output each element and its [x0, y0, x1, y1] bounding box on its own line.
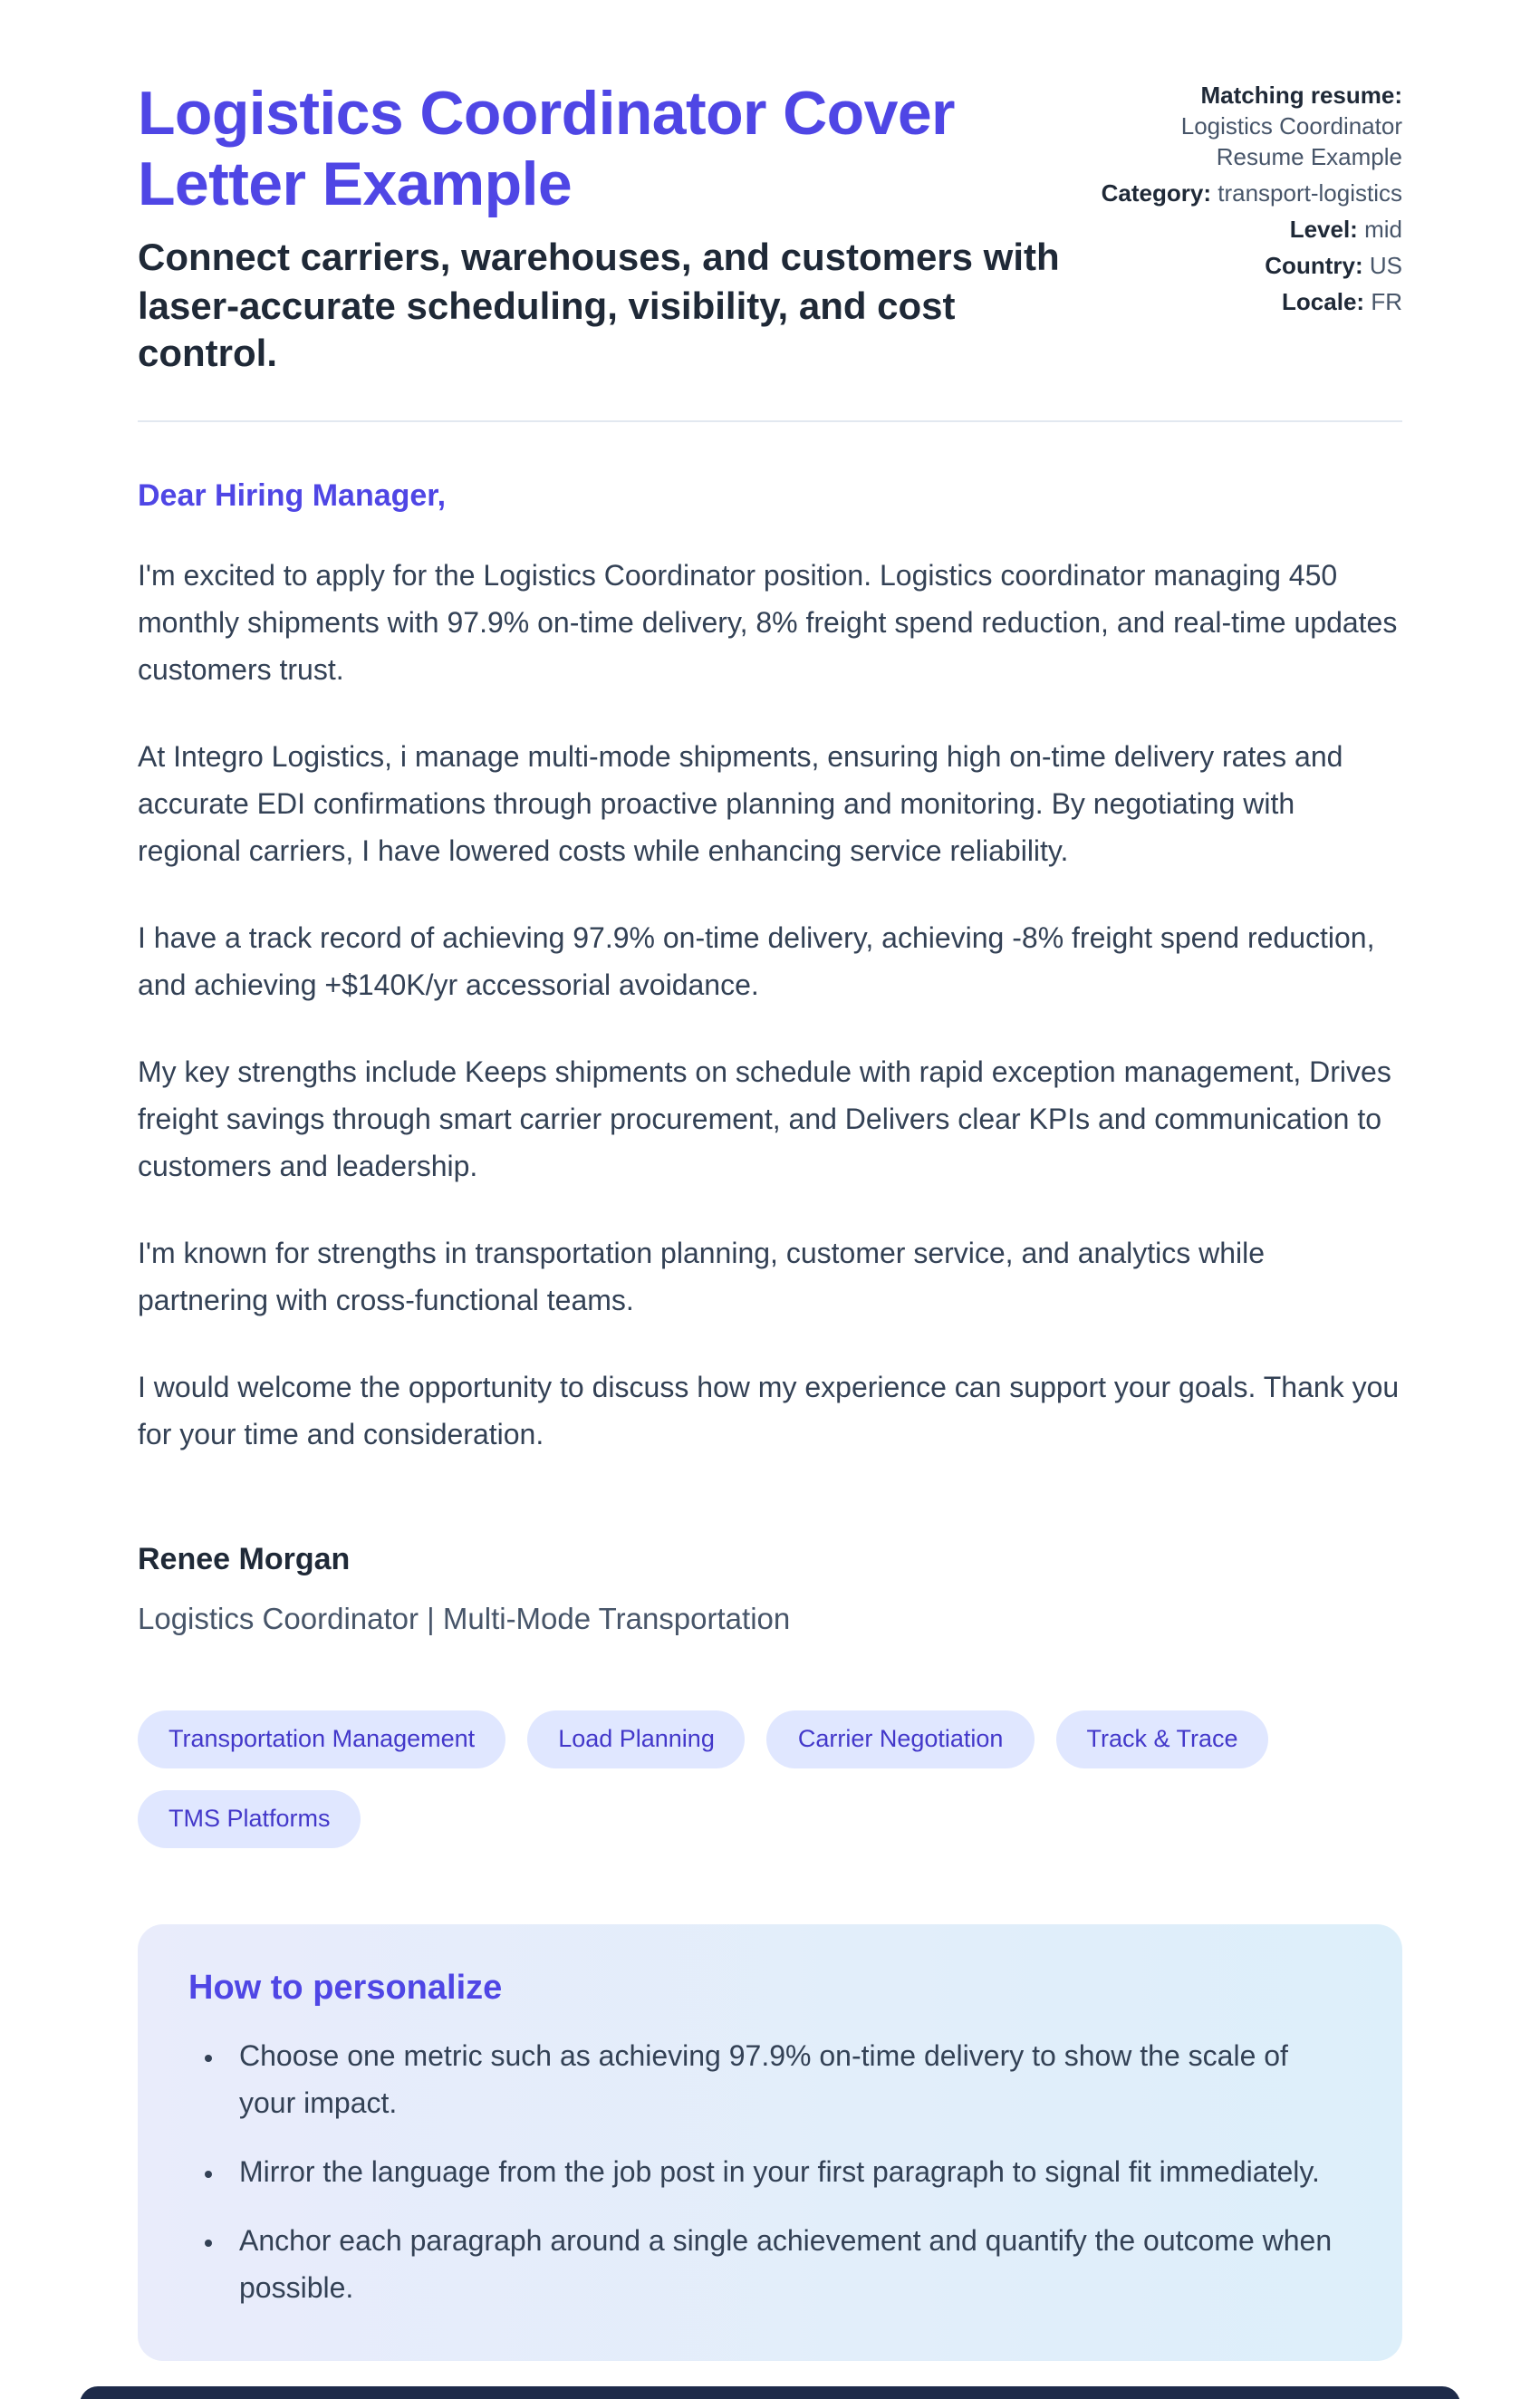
letter-paragraph-4: My key strengths include Keeps shipments on schedule with rapid exception management, Drives freight savings through smart carrier procurement, and Delivers clear KPIs and communication to customers and leadership. — [138, 1057, 1391, 1182]
letter-paragraph-6: I would welcome the opportunity to discuss how my experience can support your goals. Thank you for your time and consideration. — [138, 1373, 1400, 1450]
skill-tag[interactable]: Transportation Management — [138, 1710, 505, 1768]
page-title: Logistics Coordinator Cover Letter Example — [138, 80, 955, 219]
skill-tag[interactable]: Carrier Negotiation — [767, 1710, 1035, 1768]
skill-tag[interactable]: Load Planning — [527, 1710, 746, 1768]
meta-country — [1091, 250, 1402, 281]
meta-matching-resume — [1091, 80, 1402, 172]
tip-item: • Mirror the language from the job post in your first paragraph to signal fit immediately. — [232, 2150, 1352, 2197]
meta-category-label: Category: — [1101, 179, 1211, 207]
personalize-tips-card — [138, 1923, 1402, 2360]
cover-letter-body — [138, 476, 1402, 1637]
meta-matching-resume-value: Logistics Coordinator Resume Example — [1180, 112, 1402, 170]
tips-list — [188, 2034, 1352, 2313]
meta-level — [1091, 214, 1402, 245]
signature-title: Logistics Coordinator | Multi-Mode Transportation — [138, 1603, 791, 1635]
header-titles — [138, 80, 1091, 380]
meta-category — [1091, 178, 1402, 208]
footer-bar — [80, 2385, 1460, 2399]
meta-category-value: transport-logistics — [1218, 179, 1402, 207]
meta-panel — [1091, 80, 1402, 323]
letter-paragraph-2: At Integro Logistics, i manage multi-mode shipments, ensuring high on-time delivery rates and accurate EDI confirmations through proactive planning and monitoring. By negotiating with regional carriers, I have lowered costs while enhancing service reliability. — [138, 742, 1343, 867]
skill-tag[interactable]: Track & Trace — [1055, 1710, 1268, 1768]
skill-tag-list — [138, 1710, 1402, 1847]
meta-locale — [1091, 286, 1402, 317]
letter-paragraph-3: I have a track record of achieving 97.9% on-time delivery, achieving -8% freight spend reduction, and achieving +$140K/yr accessorial avoidance. — [138, 923, 1375, 1001]
header-divider — [138, 419, 1402, 421]
letter-paragraph-5: I'm known for strengths in transportation planning, customer service, and analytics while partnering with cross-functional teams. — [138, 1238, 1266, 1316]
letter-paragraph-1: I'm excited to apply for the Logistics Coordinator position. Logistics coordinator managing 450 monthly shipments with 97.9% on-time delivery, 8% freight spend reduction, and real-time updates customers trust. — [138, 561, 1398, 686]
meta-locale-value: FR — [1371, 288, 1402, 315]
page-subtitle: Connect carriers, warehouses, and customers with laser-accurate scheduling, visibility, and cost control. — [138, 237, 1060, 375]
tip-item: • Choose one metric such as achieving 97.9% on-time delivery to show the scale of your impact. — [232, 2034, 1352, 2128]
tips-title: How to personalize — [188, 1969, 503, 2007]
tip-item: • Anchor each paragraph around a single achievement and quantify the outcome when possible. — [232, 2219, 1352, 2313]
page-header — [138, 80, 1402, 380]
meta-country-label: Country: — [1265, 252, 1363, 279]
skill-tag[interactable]: TMS Platforms — [138, 1789, 361, 1847]
meta-locale-label: Locale: — [1282, 288, 1365, 315]
letter-greeting: Dear Hiring Manager, — [138, 477, 447, 512]
meta-level-label: Level: — [1289, 216, 1358, 243]
signature-name: Renee Morgan — [138, 1541, 351, 1575]
meta-country-value: US — [1369, 252, 1402, 279]
meta-matching-resume-label: Matching resume: — [1200, 82, 1402, 109]
meta-level-value: mid — [1364, 216, 1402, 243]
